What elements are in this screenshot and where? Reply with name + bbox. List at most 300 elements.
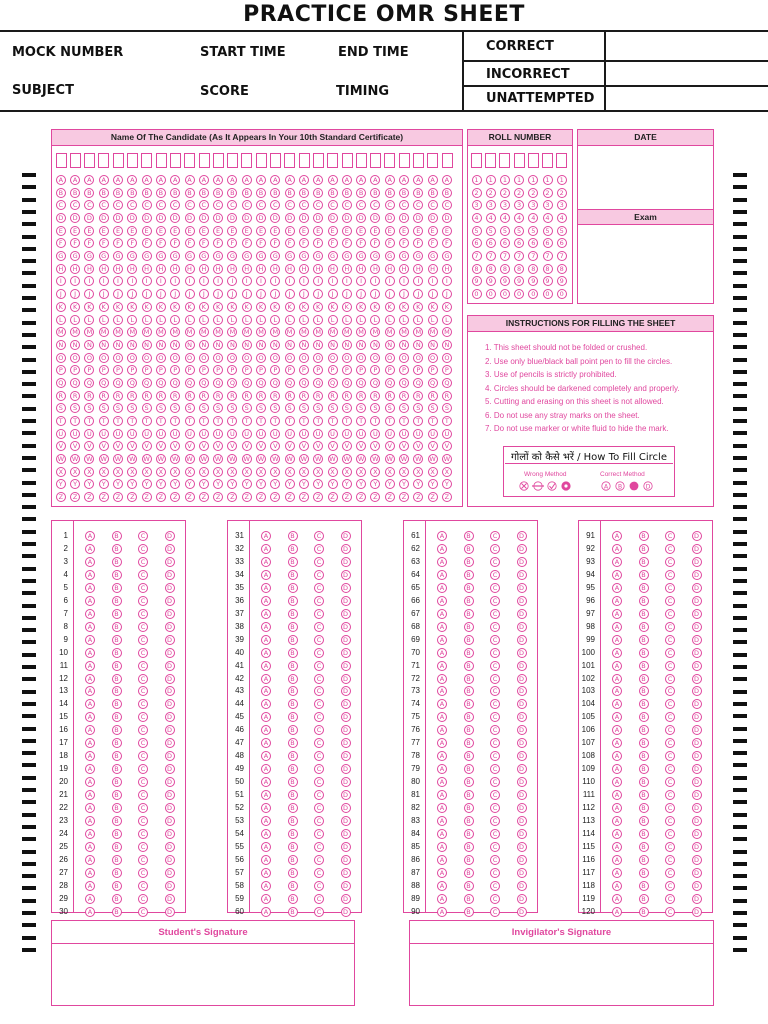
- answer-bubble[interactable]: B: [112, 570, 122, 580]
- answer-bubble[interactable]: D: [692, 907, 702, 917]
- name-bubble[interactable]: Z: [256, 492, 266, 502]
- name-bubble[interactable]: R: [213, 391, 223, 401]
- answer-bubble[interactable]: A: [85, 699, 95, 709]
- roll-digit-box[interactable]: [514, 153, 525, 168]
- name-bubble[interactable]: O: [356, 353, 366, 363]
- name-bubble[interactable]: V: [199, 441, 209, 451]
- name-bubble[interactable]: H: [370, 264, 380, 274]
- name-bubble[interactable]: V: [84, 441, 94, 451]
- name-bubble[interactable]: Y: [84, 479, 94, 489]
- name-bubble[interactable]: V: [99, 441, 109, 451]
- name-bubble[interactable]: C: [270, 200, 280, 210]
- name-bubble[interactable]: G: [413, 251, 423, 261]
- name-bubble[interactable]: E: [113, 226, 123, 236]
- answer-bubble[interactable]: B: [112, 842, 122, 852]
- answer-bubble[interactable]: B: [288, 751, 298, 761]
- name-bubble[interactable]: C: [328, 200, 338, 210]
- name-bubble[interactable]: L: [185, 315, 195, 325]
- name-bubble[interactable]: U: [256, 429, 266, 439]
- name-bubble[interactable]: N: [270, 340, 280, 350]
- name-bubble[interactable]: Q: [313, 378, 323, 388]
- answer-bubble[interactable]: D: [165, 531, 175, 541]
- name-bubble[interactable]: H: [185, 264, 195, 274]
- answer-bubble[interactable]: C: [490, 842, 500, 852]
- name-bubble[interactable]: Z: [199, 492, 209, 502]
- name-bubble[interactable]: K: [256, 302, 266, 312]
- name-letter-box[interactable]: [313, 153, 324, 168]
- answer-bubble[interactable]: C: [490, 829, 500, 839]
- answer-bubble[interactable]: B: [112, 907, 122, 917]
- name-bubble[interactable]: I: [70, 276, 80, 286]
- name-bubble[interactable]: V: [242, 441, 252, 451]
- name-bubble[interactable]: G: [399, 251, 409, 261]
- answer-bubble[interactable]: D: [341, 881, 351, 891]
- name-bubble[interactable]: A: [370, 175, 380, 185]
- answer-bubble[interactable]: A: [612, 531, 622, 541]
- name-bubble[interactable]: P: [442, 365, 452, 375]
- answer-bubble[interactable]: B: [288, 855, 298, 865]
- name-bubble[interactable]: D: [442, 213, 452, 223]
- answer-bubble[interactable]: B: [639, 907, 649, 917]
- name-bubble[interactable]: W: [143, 455, 150, 463]
- name-bubble[interactable]: V: [227, 441, 237, 451]
- name-bubble[interactable]: U: [356, 429, 366, 439]
- answer-bubble[interactable]: D: [692, 622, 702, 632]
- name-bubble[interactable]: P: [227, 365, 237, 375]
- answer-bubble[interactable]: C: [665, 596, 675, 606]
- name-bubble[interactable]: B: [84, 188, 94, 198]
- name-bubble[interactable]: K: [170, 302, 180, 312]
- answer-bubble[interactable]: A: [612, 855, 622, 865]
- name-letter-box[interactable]: [256, 153, 267, 168]
- answer-bubble[interactable]: D: [165, 609, 175, 619]
- answer-bubble[interactable]: B: [112, 881, 122, 891]
- name-bubble[interactable]: O: [442, 353, 452, 363]
- answer-bubble[interactable]: D: [341, 764, 351, 774]
- name-bubble[interactable]: O: [428, 353, 438, 363]
- name-bubble[interactable]: S: [156, 403, 166, 413]
- name-bubble[interactable]: H: [242, 264, 252, 274]
- name-bubble[interactable]: H: [385, 264, 395, 274]
- name-bubble[interactable]: W: [214, 455, 222, 463]
- name-bubble[interactable]: W: [300, 455, 308, 463]
- name-bubble[interactable]: X: [185, 467, 195, 477]
- answer-bubble[interactable]: C: [314, 648, 324, 658]
- answer-bubble[interactable]: B: [288, 738, 298, 748]
- name-bubble[interactable]: I: [285, 276, 295, 286]
- answer-bubble[interactable]: A: [85, 816, 95, 826]
- answer-bubble[interactable]: D: [165, 816, 175, 826]
- name-bubble[interactable]: B: [313, 188, 323, 198]
- answer-bubble[interactable]: C: [665, 764, 675, 774]
- answer-bubble[interactable]: C: [314, 725, 324, 735]
- name-bubble[interactable]: D: [256, 213, 266, 223]
- answer-bubble[interactable]: B: [288, 907, 298, 917]
- answer-bubble[interactable]: A: [85, 764, 95, 774]
- name-bubble[interactable]: K: [185, 302, 195, 312]
- name-bubble[interactable]: Q: [370, 378, 380, 388]
- name-bubble[interactable]: H: [213, 264, 223, 274]
- name-bubble[interactable]: S: [328, 403, 338, 413]
- name-bubble[interactable]: Q: [342, 378, 352, 388]
- answer-bubble[interactable]: A: [261, 596, 271, 606]
- name-bubble[interactable]: I: [299, 276, 309, 286]
- name-bubble[interactable]: A: [127, 175, 137, 185]
- name-bubble[interactable]: E: [270, 226, 280, 236]
- name-bubble[interactable]: F: [299, 238, 309, 248]
- name-bubble[interactable]: A: [342, 175, 352, 185]
- name-bubble[interactable]: U: [428, 429, 438, 439]
- name-bubble[interactable]: V: [428, 441, 438, 451]
- answer-bubble[interactable]: B: [112, 661, 122, 671]
- answer-bubble[interactable]: C: [314, 596, 324, 606]
- answer-bubble[interactable]: B: [288, 661, 298, 671]
- answer-bubble[interactable]: A: [612, 674, 622, 684]
- name-bubble[interactable]: G: [156, 251, 166, 261]
- name-bubble[interactable]: D: [385, 213, 395, 223]
- name-bubble[interactable]: G: [185, 251, 195, 261]
- name-bubble[interactable]: C: [84, 200, 94, 210]
- name-bubble[interactable]: D: [242, 213, 252, 223]
- name-bubble[interactable]: W: [86, 455, 93, 463]
- answer-bubble[interactable]: C: [490, 855, 500, 865]
- name-bubble[interactable]: C: [142, 200, 152, 210]
- name-bubble[interactable]: B: [270, 188, 280, 198]
- roll-bubble[interactable]: 6: [514, 238, 524, 248]
- name-bubble[interactable]: P: [70, 365, 80, 375]
- name-bubble[interactable]: M: [142, 327, 152, 337]
- answer-bubble[interactable]: C: [490, 635, 500, 645]
- student-signature-box[interactable]: [51, 920, 355, 1006]
- name-bubble[interactable]: X: [442, 467, 452, 477]
- answer-bubble[interactable]: A: [612, 622, 622, 632]
- name-bubble[interactable]: F: [127, 238, 137, 248]
- name-bubble[interactable]: F: [170, 238, 180, 248]
- name-bubble[interactable]: B: [299, 188, 309, 198]
- name-bubble[interactable]: J: [413, 289, 423, 299]
- name-bubble[interactable]: N: [142, 340, 152, 350]
- answer-bubble[interactable]: C: [665, 699, 675, 709]
- answer-bubble[interactable]: D: [165, 738, 175, 748]
- name-bubble[interactable]: A: [442, 175, 452, 185]
- name-bubble[interactable]: P: [127, 365, 137, 375]
- name-bubble[interactable]: Z: [113, 492, 123, 502]
- answer-bubble[interactable]: C: [138, 531, 148, 541]
- name-bubble[interactable]: X: [285, 467, 295, 477]
- name-bubble[interactable]: W: [357, 455, 365, 463]
- name-bubble[interactable]: R: [156, 391, 166, 401]
- answer-bubble[interactable]: A: [612, 738, 622, 748]
- answer-bubble[interactable]: C: [138, 777, 148, 787]
- answer-bubble[interactable]: D: [341, 738, 351, 748]
- name-bubble[interactable]: G: [342, 251, 352, 261]
- answer-bubble[interactable]: B: [639, 609, 649, 619]
- answer-bubble[interactable]: D: [341, 868, 351, 878]
- answer-bubble[interactable]: C: [665, 661, 675, 671]
- name-bubble[interactable]: H: [342, 264, 352, 274]
- roll-bubble[interactable]: 1: [528, 175, 538, 185]
- name-bubble[interactable]: J: [370, 289, 380, 299]
- answer-bubble[interactable]: D: [165, 712, 175, 722]
- answer-bubble[interactable]: C: [314, 855, 324, 865]
- name-bubble[interactable]: B: [385, 188, 395, 198]
- name-bubble[interactable]: A: [84, 175, 94, 185]
- answer-bubble[interactable]: A: [261, 738, 271, 748]
- answer-bubble[interactable]: C: [138, 751, 148, 761]
- answer-bubble[interactable]: B: [639, 712, 649, 722]
- name-bubble[interactable]: E: [213, 226, 223, 236]
- name-bubble[interactable]: J: [328, 289, 338, 299]
- name-bubble[interactable]: I: [227, 276, 237, 286]
- answer-bubble[interactable]: A: [261, 764, 271, 774]
- name-bubble[interactable]: Y: [199, 479, 209, 489]
- name-bubble[interactable]: E: [142, 226, 152, 236]
- name-bubble[interactable]: A: [185, 175, 195, 185]
- answer-bubble[interactable]: A: [85, 661, 95, 671]
- answer-bubble[interactable]: B: [288, 712, 298, 722]
- answer-bubble[interactable]: C: [138, 868, 148, 878]
- answer-bubble[interactable]: A: [612, 881, 622, 891]
- answer-bubble[interactable]: B: [639, 531, 649, 541]
- name-bubble[interactable]: P: [142, 365, 152, 375]
- name-bubble[interactable]: W: [429, 455, 436, 463]
- answer-bubble[interactable]: C: [138, 544, 148, 554]
- answer-bubble[interactable]: D: [692, 661, 702, 671]
- name-bubble[interactable]: V: [385, 441, 395, 451]
- answer-bubble[interactable]: C: [665, 790, 675, 800]
- name-bubble[interactable]: F: [70, 238, 80, 248]
- answer-bubble[interactable]: A: [612, 557, 622, 567]
- name-bubble[interactable]: K: [442, 302, 452, 312]
- name-bubble[interactable]: G: [428, 251, 438, 261]
- answer-bubble[interactable]: B: [639, 661, 649, 671]
- name-bubble[interactable]: I: [385, 276, 395, 286]
- answer-bubble[interactable]: D: [165, 570, 175, 580]
- answer-bubble[interactable]: B: [639, 635, 649, 645]
- answer-bubble[interactable]: A: [437, 674, 447, 684]
- answer-bubble[interactable]: C: [665, 583, 675, 593]
- name-bubble[interactable]: S: [356, 403, 366, 413]
- name-bubble[interactable]: I: [256, 276, 266, 286]
- name-bubble[interactable]: F: [242, 238, 252, 248]
- answer-bubble[interactable]: A: [85, 894, 95, 904]
- answer-bubble[interactable]: A: [261, 751, 271, 761]
- name-bubble[interactable]: Q: [356, 378, 366, 388]
- answer-bubble[interactable]: D: [517, 570, 527, 580]
- name-bubble[interactable]: Q: [70, 378, 80, 388]
- name-bubble[interactable]: C: [413, 200, 423, 210]
- answer-bubble[interactable]: C: [490, 686, 500, 696]
- name-bubble[interactable]: T: [313, 416, 323, 426]
- name-bubble[interactable]: X: [127, 467, 137, 477]
- answer-bubble[interactable]: B: [112, 894, 122, 904]
- name-bubble[interactable]: T: [170, 416, 180, 426]
- roll-bubble[interactable]: 8: [500, 264, 510, 274]
- answer-bubble[interactable]: A: [437, 881, 447, 891]
- name-bubble[interactable]: M: [127, 327, 137, 337]
- answer-bubble[interactable]: C: [490, 881, 500, 891]
- answer-bubble[interactable]: A: [612, 868, 622, 878]
- name-bubble[interactable]: R: [84, 391, 94, 401]
- roll-bubble[interactable]: 8: [528, 264, 538, 274]
- answer-bubble[interactable]: B: [464, 544, 474, 554]
- name-bubble[interactable]: F: [113, 238, 123, 248]
- name-bubble[interactable]: S: [227, 403, 237, 413]
- name-bubble[interactable]: G: [370, 251, 380, 261]
- name-bubble[interactable]: N: [84, 340, 94, 350]
- name-bubble[interactable]: E: [127, 226, 137, 236]
- roll-digit-box[interactable]: [528, 153, 539, 168]
- answer-bubble[interactable]: B: [639, 596, 649, 606]
- answer-bubble[interactable]: B: [112, 674, 122, 684]
- answer-bubble[interactable]: B: [464, 868, 474, 878]
- name-bubble[interactable]: L: [328, 315, 338, 325]
- name-bubble[interactable]: W: [314, 455, 322, 463]
- name-letter-box[interactable]: [241, 153, 252, 168]
- name-bubble[interactable]: C: [170, 200, 180, 210]
- name-bubble[interactable]: K: [213, 302, 223, 312]
- answer-bubble[interactable]: B: [464, 842, 474, 852]
- name-bubble[interactable]: L: [399, 315, 409, 325]
- answer-bubble[interactable]: D: [165, 907, 175, 917]
- name-bubble[interactable]: O: [385, 353, 395, 363]
- name-bubble[interactable]: B: [285, 188, 295, 198]
- roll-digit-box[interactable]: [556, 153, 567, 168]
- answer-bubble[interactable]: C: [314, 544, 324, 554]
- roll-bubble[interactable]: 7: [514, 251, 524, 261]
- name-bubble[interactable]: O: [142, 353, 152, 363]
- answer-bubble[interactable]: D: [692, 790, 702, 800]
- answer-bubble[interactable]: C: [138, 686, 148, 696]
- name-bubble[interactable]: O: [342, 353, 352, 363]
- answer-bubble[interactable]: C: [665, 842, 675, 852]
- name-bubble[interactable]: I: [413, 276, 423, 286]
- name-bubble[interactable]: T: [99, 416, 109, 426]
- name-bubble[interactable]: C: [428, 200, 438, 210]
- answer-bubble[interactable]: D: [517, 777, 527, 787]
- answer-bubble[interactable]: A: [261, 855, 271, 865]
- answer-bubble[interactable]: C: [314, 531, 324, 541]
- answer-bubble[interactable]: B: [464, 635, 474, 645]
- answer-bubble[interactable]: A: [437, 570, 447, 580]
- answer-bubble[interactable]: A: [85, 725, 95, 735]
- answer-bubble[interactable]: A: [85, 544, 95, 554]
- name-bubble[interactable]: M: [156, 327, 166, 337]
- answer-bubble[interactable]: D: [165, 544, 175, 554]
- roll-bubble[interactable]: 9: [543, 276, 553, 286]
- name-bubble[interactable]: X: [142, 467, 152, 477]
- name-bubble[interactable]: B: [156, 188, 166, 198]
- name-letter-box[interactable]: [427, 153, 438, 168]
- name-bubble[interactable]: K: [199, 302, 209, 312]
- name-bubble[interactable]: L: [242, 315, 252, 325]
- name-bubble[interactable]: Z: [185, 492, 195, 502]
- name-bubble[interactable]: M: [213, 327, 223, 337]
- name-bubble[interactable]: U: [413, 429, 423, 439]
- answer-bubble[interactable]: D: [517, 557, 527, 567]
- answer-bubble[interactable]: B: [112, 699, 122, 709]
- answer-bubble[interactable]: A: [612, 894, 622, 904]
- name-bubble[interactable]: X: [227, 467, 237, 477]
- name-bubble[interactable]: Y: [413, 479, 423, 489]
- name-bubble[interactable]: I: [428, 276, 438, 286]
- answer-bubble[interactable]: B: [112, 764, 122, 774]
- answer-bubble[interactable]: D: [517, 596, 527, 606]
- name-bubble[interactable]: I: [170, 276, 180, 286]
- name-bubble[interactable]: B: [185, 188, 195, 198]
- name-bubble[interactable]: J: [199, 289, 209, 299]
- name-bubble[interactable]: P: [399, 365, 409, 375]
- answer-bubble[interactable]: A: [437, 622, 447, 632]
- name-bubble[interactable]: D: [399, 213, 409, 223]
- name-bubble[interactable]: M: [199, 327, 209, 337]
- name-letter-box[interactable]: [84, 153, 95, 168]
- name-bubble[interactable]: N: [442, 340, 452, 350]
- name-bubble[interactable]: L: [56, 315, 66, 325]
- name-bubble[interactable]: C: [299, 200, 309, 210]
- name-bubble[interactable]: I: [113, 276, 123, 286]
- name-bubble[interactable]: E: [342, 226, 352, 236]
- name-bubble[interactable]: L: [385, 315, 395, 325]
- name-bubble[interactable]: E: [399, 226, 409, 236]
- name-bubble[interactable]: U: [385, 429, 395, 439]
- roll-bubble[interactable]: 4: [528, 213, 538, 223]
- answer-bubble[interactable]: C: [314, 829, 324, 839]
- name-bubble[interactable]: S: [299, 403, 309, 413]
- answer-bubble[interactable]: C: [665, 648, 675, 658]
- roll-bubble[interactable]: 6: [543, 238, 553, 248]
- name-bubble[interactable]: K: [84, 302, 94, 312]
- name-bubble[interactable]: X: [328, 467, 338, 477]
- name-bubble[interactable]: U: [285, 429, 295, 439]
- name-bubble[interactable]: I: [328, 276, 338, 286]
- answer-bubble[interactable]: A: [85, 907, 95, 917]
- name-bubble[interactable]: M: [56, 327, 66, 337]
- name-bubble[interactable]: Q: [428, 378, 438, 388]
- answer-bubble[interactable]: B: [639, 557, 649, 567]
- answer-bubble[interactable]: C: [138, 894, 148, 904]
- name-bubble[interactable]: I: [56, 276, 66, 286]
- name-bubble[interactable]: Q: [328, 378, 338, 388]
- name-bubble[interactable]: H: [328, 264, 338, 274]
- answer-bubble[interactable]: C: [138, 803, 148, 813]
- answer-bubble[interactable]: A: [612, 907, 622, 917]
- name-bubble[interactable]: O: [213, 353, 223, 363]
- answer-bubble[interactable]: C: [314, 907, 324, 917]
- answer-bubble[interactable]: B: [112, 777, 122, 787]
- name-bubble[interactable]: Y: [227, 479, 237, 489]
- roll-bubble[interactable]: 7: [543, 251, 553, 261]
- name-bubble[interactable]: Z: [156, 492, 166, 502]
- name-bubble[interactable]: H: [127, 264, 137, 274]
- roll-bubble[interactable]: 4: [472, 213, 482, 223]
- answer-bubble[interactable]: A: [612, 829, 622, 839]
- name-bubble[interactable]: K: [99, 302, 109, 312]
- name-bubble[interactable]: C: [385, 200, 395, 210]
- answer-bubble[interactable]: D: [692, 751, 702, 761]
- name-bubble[interactable]: K: [299, 302, 309, 312]
- answer-bubble[interactable]: B: [112, 868, 122, 878]
- answer-bubble[interactable]: A: [85, 635, 95, 645]
- name-bubble[interactable]: T: [185, 416, 195, 426]
- name-letter-box[interactable]: [141, 153, 152, 168]
- answer-bubble[interactable]: D: [692, 635, 702, 645]
- name-bubble[interactable]: F: [213, 238, 223, 248]
- name-bubble[interactable]: X: [270, 467, 280, 477]
- roll-bubble[interactable]: 0: [543, 289, 553, 299]
- name-letter-box[interactable]: [284, 153, 295, 168]
- name-bubble[interactable]: Y: [127, 479, 137, 489]
